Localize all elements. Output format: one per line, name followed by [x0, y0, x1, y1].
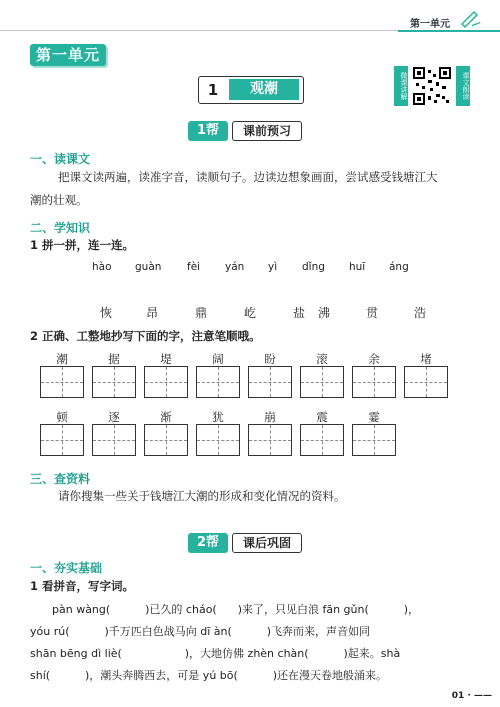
unit-tab: 第一单元 [410, 19, 450, 30]
section-banner-preview [188, 121, 318, 141]
writing-grid[interactable] [40, 366, 84, 398]
qr-right-label: 课文朗读 [456, 66, 470, 106]
fill-line-4[interactable]: shí( )，潮头奔腾西去，可是 yú bō( )还在漫天卷地般涌来。 [30, 669, 388, 682]
copy-char: 震 [316, 410, 328, 424]
pinyin-item: áng [389, 261, 409, 273]
copy-char: 逐 [108, 410, 120, 424]
copy-char: 潮 [56, 352, 68, 366]
copy-char: 霎 [368, 410, 380, 424]
heading-lookup: 三、查资料 [30, 472, 91, 486]
match-char[interactable]: 贯 [366, 306, 379, 320]
writing-grid[interactable] [196, 366, 240, 398]
fill-line-2[interactable]: yóu rú( )千万匹白色战马向 dī àn( )飞奔而来，声音如同 [30, 625, 371, 638]
fill-line-1[interactable]: pàn wàng( )已久的 cháo( )来了，只见白浪 fān gǔn( )， [52, 603, 420, 616]
pinyin-item: dǐng [302, 261, 325, 273]
writing-grid[interactable] [196, 424, 240, 456]
pinyin-item: yán [225, 261, 245, 273]
match-char[interactable]: 恢 [100, 306, 113, 320]
section-banner-review [188, 533, 318, 553]
section-label: 课后巩固 [232, 533, 302, 553]
copy-char: 堤 [160, 352, 172, 366]
read-instruction-line1: 把课文读两遍，读准字音，读顺句子。边读边想象画面，尝试感受钱塘江大 [58, 170, 438, 184]
page-number: 01 · —— [451, 691, 492, 701]
pinyin-item: guàn [135, 261, 162, 273]
writing-grid[interactable] [144, 424, 188, 456]
unit-tab-underline [398, 30, 500, 32]
writing-grid[interactable] [92, 366, 136, 398]
writing-grid[interactable] [248, 366, 292, 398]
match-char[interactable]: 鼎 [195, 306, 208, 320]
copy-char: 据 [108, 352, 120, 366]
copy-char: 顿 [56, 410, 68, 424]
writing-grid[interactable] [300, 366, 344, 398]
fill-line-3[interactable]: shān bēng dì liè( )，大地仿佛 zhèn chàn( )起来。shà [30, 647, 401, 660]
header-rule [0, 30, 400, 31]
match-char[interactable]: 沸 [318, 306, 331, 320]
lookup-instruction: 请你搜集一些关于钱塘江大潮的形成和变化情况的资料。 [58, 489, 346, 503]
copy-char: 盼 [264, 352, 276, 366]
section-badge: 2帮 [188, 533, 228, 553]
copy-char: 余 [368, 352, 380, 366]
copy-char: 犹 [212, 410, 224, 424]
writing-grid[interactable] [352, 366, 396, 398]
writing-grid[interactable] [248, 424, 292, 456]
pen-icon [458, 6, 482, 30]
lesson-number: 1 [207, 81, 219, 99]
question-2-copy: 2 正确、工整地抄写下面的字，注意笔顺哦。 [30, 329, 261, 343]
writing-grid[interactable] [144, 366, 188, 398]
question-1-write: 1 看拼音，写字词。 [30, 579, 135, 593]
copy-char: 渐 [160, 410, 172, 424]
writing-grid[interactable] [352, 424, 396, 456]
match-char[interactable]: 屹 [244, 306, 257, 320]
heading-learn: 二、学知识 [30, 221, 91, 235]
copy-char: 阔 [212, 352, 224, 366]
qr-code-icon [412, 66, 452, 106]
section-badge: 1帮 [188, 121, 228, 141]
copy-char: 崩 [264, 410, 276, 424]
writing-grid[interactable] [40, 424, 84, 456]
copy-char: 堵 [420, 352, 432, 366]
pinyin-item: yì [268, 261, 278, 273]
match-char[interactable]: 盐 [293, 306, 306, 320]
pinyin-item: fèi [187, 261, 201, 273]
copy-char: 滚 [316, 352, 328, 366]
qr-left-label: 微课讲解 [394, 66, 408, 106]
heading-basic: 一、夯实基础 [30, 561, 103, 575]
heading-read: 一、读课文 [30, 152, 91, 166]
section-label: 课前预习 [232, 121, 302, 141]
writing-grid[interactable] [404, 366, 448, 398]
pinyin-item: hào [92, 261, 112, 273]
match-char[interactable]: 昂 [146, 306, 159, 320]
writing-grid[interactable] [300, 424, 344, 456]
match-char[interactable]: 浩 [414, 306, 427, 320]
question-1-match: 1 拼一拼，连一连。 [30, 238, 135, 252]
read-instruction-line2: 潮的壮观。 [30, 193, 88, 207]
lesson-title: 观潮 [229, 79, 299, 100]
unit-title: 第一单元 [30, 44, 106, 66]
pinyin-item: huī [349, 261, 366, 273]
writing-grid[interactable] [92, 424, 136, 456]
qr-code-block[interactable] [394, 66, 474, 106]
